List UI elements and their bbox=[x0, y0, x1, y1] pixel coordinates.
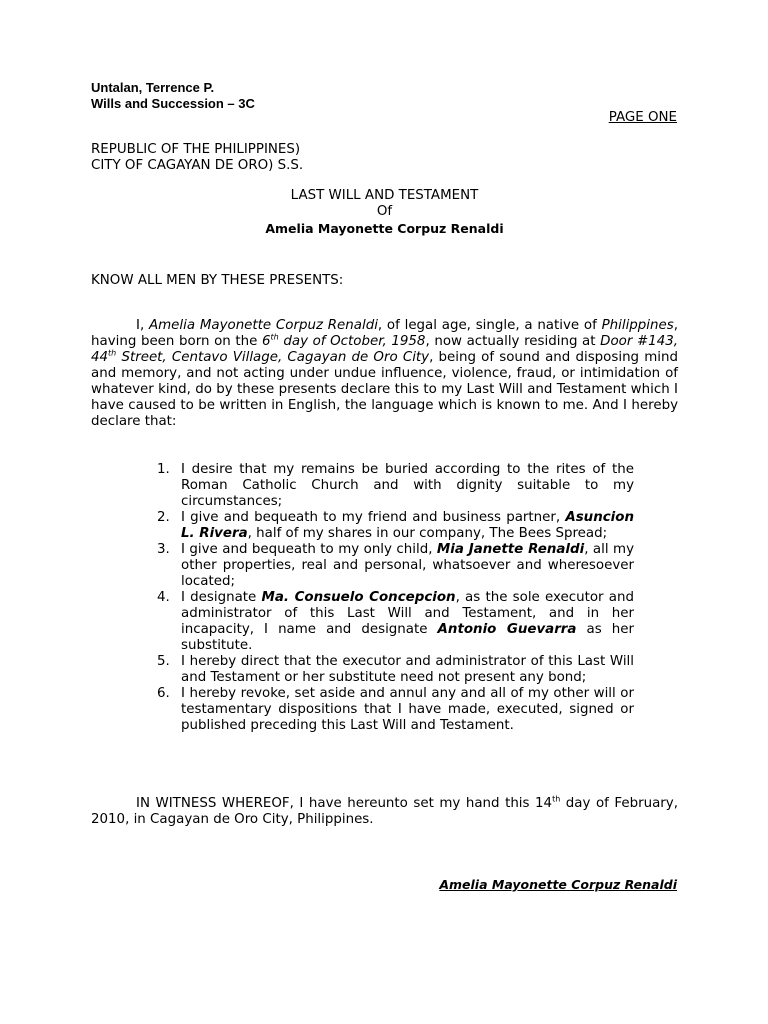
list-item: 5. I hereby direct that the executor and administrator of this Last Will and Testament or her substitute need not present any bond; bbox=[157, 654, 634, 685]
list-item: 2. I give and bequeath to my friend and business partner, Asuncion L. Rivera, half of my shares in our company, The Bees Spread; bbox=[157, 510, 634, 541]
testator-name-heading: Amelia Mayonette Corpuz Renaldi bbox=[265, 221, 504, 236]
venue-line-1: REPUBLIC OF THE PHILIPPINES) bbox=[91, 142, 301, 157]
intro-paragraph: I, Amelia Mayonette Corpuz Renaldi, of legal age, single, a native of Philippines, having been born on the 6th day of October, 1958, now actually residing at Door #143, 44th Street, Centavo Village, Cagayan de Oro City, being of sound and disposing mind and memory, and not acting under undue influence, violence, fraud, or intimidation of whatever kind, do by these presents declare this to my Last Will and Testament which I have caused to be written in English, the language which is known to me. And I hereby declare that: bbox=[91, 318, 678, 429]
country: Philippines bbox=[601, 318, 674, 333]
salutation: KNOW ALL MEN BY THESE PRESENTS: bbox=[91, 273, 344, 288]
document-title: LAST WILL AND TESTAMENT bbox=[290, 188, 479, 203]
birth-date: 6th day of October, 1958 bbox=[262, 332, 426, 349]
signature-line: Amelia Mayonette Corpuz Renaldi bbox=[439, 877, 677, 892]
testator-name: Amelia Mayonette Corpuz Renaldi bbox=[148, 318, 378, 333]
substitute-name: Antonio Guevarra bbox=[437, 622, 577, 637]
list-item: 1. I desire that my remains be buried according to the rites of the Roman Catholic Church and with dignity suitable to my circumstances; bbox=[157, 462, 634, 509]
beneficiary-name: Asuncion L. Rivera bbox=[181, 510, 634, 541]
title-of: Of bbox=[376, 204, 393, 219]
list-item: 3. I give and bequeath to my only child, Mia Janette Renaldi, all my other properties, real and personal, whatsoever and wheresoever located; bbox=[157, 542, 635, 589]
provisions-list bbox=[157, 462, 634, 734]
list-item: 6. I hereby revoke, set aside and annul any and all of my other will or testamentary dispositions that I have made, executed, signed or published preceding this Last Will and Testament. bbox=[157, 686, 634, 733]
witness-paragraph: IN WITNESS WHEREOF, I have hereunto set my hand this 14th day of February, 2010, in Cagayan de Oro City, Philippines. bbox=[91, 794, 678, 827]
page-label: PAGE ONE bbox=[608, 110, 677, 125]
course-name: Wills and Succession – 3C bbox=[91, 96, 255, 111]
heir-name: Mia Janette Renaldi bbox=[436, 542, 585, 557]
author-name: Untalan, Terrence P. bbox=[91, 80, 215, 95]
venue-line-2: CITY OF CAGAYAN DE ORO) S.S. bbox=[91, 158, 304, 173]
address: Door #143, 44th Street, Centavo Village, Cagayan de Oro City bbox=[91, 334, 678, 365]
list-item: 4. I designate Ma. Consuelo Concepcion, as the sole executor and administrator of this Last Will and Testament, and in her incapacity, I name and designate Antonio Guevarra as her substitute. bbox=[157, 590, 634, 653]
executor-name: Ma. Consuelo Concepcion bbox=[261, 590, 456, 605]
